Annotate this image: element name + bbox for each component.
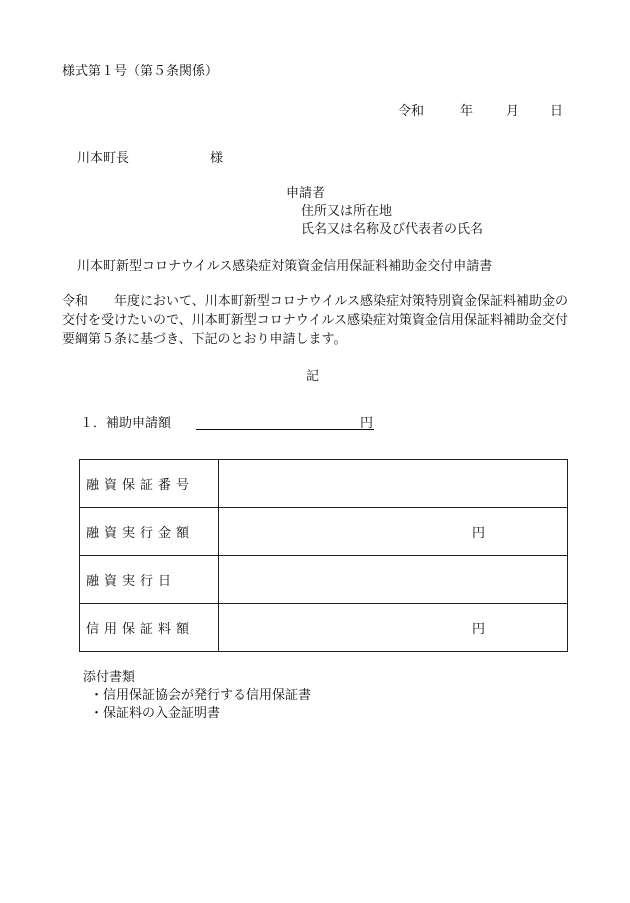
loan-amount-field[interactable]: 円 [219,508,568,556]
table-row [80,556,568,604]
loan-execution-date-field[interactable] [219,556,568,604]
date-day-label: 日 [550,104,564,119]
request-amount-label: １．補助申請額 [80,416,172,431]
table-row [80,460,568,508]
request-amount-unit: 円 [360,416,374,431]
applicant-label: 申請者 [286,186,326,201]
attachments-title: 添付書類 [83,670,136,685]
table-row [80,604,568,652]
date-year-label: 年 [460,104,474,119]
guarantee-fee-label: 信用保証料額 [80,604,219,652]
request-amount-field[interactable] [196,429,374,430]
applicant-address-label: 住所又は所在地 [301,204,393,219]
attachment-item: ・信用保証協会が発行する信用保証書 [90,688,312,703]
record-mark: 記 [306,369,320,384]
guarantee-fee-field[interactable]: 円 [219,604,568,652]
attachment-item: ・保証料の入金証明書 [90,706,221,721]
form-number: 様式第１号（第５条関係） [62,64,219,79]
document-title: 川本町新型コロナウイルス感染症対策資金信用保証料補助金交付申請書 [77,259,493,274]
date-era: 令和 [398,104,425,119]
addressee-name: 川本町長 [77,151,130,166]
loan-info-table [79,459,568,652]
addressee-honorific: 様 [210,151,224,166]
loan-amount-label: 融資実行金額 [80,508,219,556]
applicant-name-label: 氏名又は名称及び代表者の氏名 [301,222,484,237]
loan-guarantee-number-field[interactable] [219,460,568,508]
application-body-text: 令和 年度において、川本町新型コロナウイルス感染症対策特別資金保証料補助金の交付を受けたいので、川本町新型コロナウイルス感染症対策資金信用保証料補助金交付要綱第５条に基づき、下記のとおり申請します。 [62,294,568,347]
loan-guarantee-number-label: 融資保証番号 [80,460,219,508]
loan-execution-date-label: 融資実行日 [80,556,219,604]
table-row [80,508,568,556]
date-month-label: 月 [506,104,520,119]
